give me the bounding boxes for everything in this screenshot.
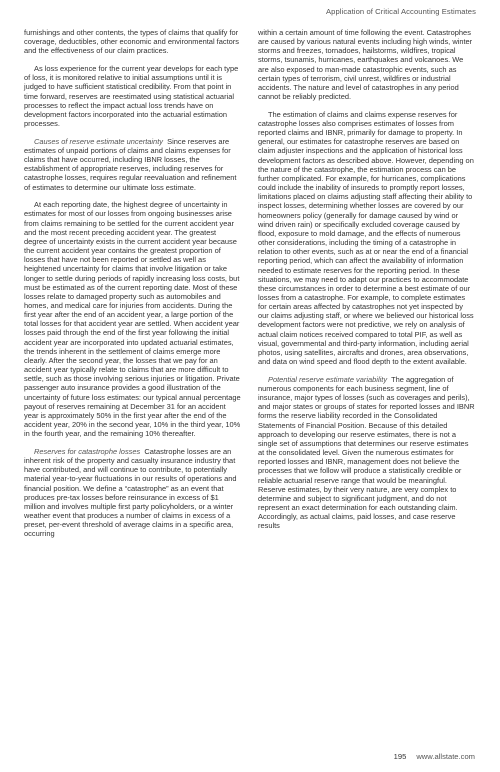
paragraph-body: Since reserves are estimates of unpaid portions of claims and claims expenses for claims that have occurred, including IBNR losses, the establishment of appropriate reserves, including reserves for catastrophe losses, requires regular reevaluation and refinement of estimates to determine our ultimate loss estimate. <box>24 136 237 192</box>
page-footer <box>394 752 475 761</box>
paragraph: The estimation of claims and claims expense reserves for catastrophe losses also comprises estimates of losses from reported claims and IBNR, primarily for damage to property. In general, our estimates for catastrophe reserves are based on claim adjuster inspections and the application of historical loss development factors as described above. However, depending on the nature of the catastrophe, the estimation process can be further complicated. For example, for hurricanes, complications could include the inability of insureds to promptly report losses, limitations placed on claims adjusting staff affecting their ability to inspect losses, determining whether losses are covered by our homeowners policy (generally for damage caused by wind or wind driven rain) or specifically excluded coverage caused by flood, exposure to mold damage, and the effects of numerous other considerations, including the timing of a catastrophe in relation to other events, such as at or near the end of a financial reporting period, which can affect the availability of information needed to estimate reserves for the reporting period. In these situations, we may need to adapt our practices to accommodate these circumstances in order to determine a best estimate of our losses from a catastrophe. For example, to complete estimates for certain areas affected by catastrophes not yet inspected by our claims adjusting staff, or where we believed our historical loss development factors were not predictive, we rely on analysis of actual claim notices received compared to total PIF, as well as visual, governmental and third-party information, including aerial photos, using satellites, aircrafts and drones, area observations, and data on wind speed and flood depth to the extent available. <box>258 109 474 367</box>
subsection-heading: Reserves for catastrophe losses <box>34 446 141 456</box>
paragraph <box>258 375 475 531</box>
paragraph: At each reporting date, the highest degree of uncertainty in estimates for most of our losses from ongoing businesses arise from claims remaining to be settled for the current accident year and the most recent preceding accident year. The greatest degree of uncertainty exists in the current accident year because the current accident year contains the greatest proportion of losses that have not been reported or settled as well as heightened uncertainty for claims that involve litigation or take longer to settle during periods of rapidly increasing loss costs, but must be estimated as of the current reporting date. Most of these losses relate to damaged property such as automobiles and homes, and medical care for injuries from accidents. During the first year after the end of an accident year, a large portion of the total losses for that accident year are settled. When accident year losses paid through the end of the first year following the initial accident year are incorporated into updated actuarial estimates, the trends inherent in the settlement of claims emerge more clearly. After the second year, the losses that we pay for an accident year typically relate to claims that are more difficult to settle, such as those involving serious injuries or litigation. Private passenger auto insurance provides a good illustration of the uncertainty of future loss estimates: our typical annual percentage payout of reserves remaining at December 31 for an accident year is approximately 50% in the first year after the end of the accident year, 20% in the second year, 10% in the third year, 10% in the fourth year, and the remaining 10% thereafter. <box>24 200 241 439</box>
paragraph: within a certain amount of time following the event. Catastrophes are caused by various natural events including high winds, winter storms and freezes, tornadoes, hailstorms, wildfires, tropical storms, tsunamis, hurricanes, earthquakes and volcanoes. We are also exposed to man-made catastrophic events, such as certain types of terrorism, civil unrest, wildfires or industrial accidents. The nature and level of catastrophes in any period cannot be reliably predicted. <box>258 28 473 102</box>
right-column <box>258 28 475 539</box>
paragraph <box>24 447 241 539</box>
page-number: 195 <box>393 752 407 761</box>
subsection-heading: Potential reserve estimate variability <box>268 374 388 384</box>
paragraph-body: Catastrophe losses are an inherent risk of the property and casualty insurance industry that have contributed, and will continue to contribute, to potentially material year-to-year fluctuations in our results of operations and financial position. We define a “catastrophe” as an event that produces pre-tax losses before reinsurance in excess of $1 million and involves multiple first party policyholders, or a winter weather event that produces a number of claims in excess of a preset, per-event threshold of average claims in a specific area, occurring <box>24 446 237 539</box>
paragraph: As loss experience for the current year develops for each type of loss, it is monitored relative to initial assumptions until it is judged to have sufficient statistical credibility. From that point in time forward, reserves are reestimated using statistical actuarial processes to reflect the impact actual loss trends have on development factors incorporated into the actuarial estimation processes. <box>24 64 239 128</box>
website-link[interactable]: www.allstate.com <box>416 752 475 761</box>
running-header: Application of Critical Accounting Estimates <box>325 7 476 16</box>
paragraph <box>24 137 241 192</box>
paragraph-body: The aggregation of numerous components for each business segment, line of insurance, major types of losses (such as coverages and perils), and major states or groups of states for reported losses and IBNR forms the reserve liability recorded in the Consolidated Statements of Financial Position. Because of this detailed approach to developing our reserve estimates, there is not a single set of assumptions that determines our reserve estimates at the consolidated level. Given the numerous estimates for reported losses and IBNR, management does not believe the processes that we follow will produce a statistically credible or reliable actuarial reserve range that would be meaningful. Reserve estimates, by their very nature, are very complex to determine and subject to significant judgment, and do not represent an exact determination for each outstanding claim. Accordingly, as actual claims, paid losses, and case reserve results <box>258 374 475 531</box>
paragraph: furnishings and other contents, the types of claims that qualify for coverage, deductibles, other economic and environmental factors and the effectiveness of our claim practices. <box>24 28 239 56</box>
left-column <box>24 28 241 547</box>
subsection-heading: Causes of reserve estimate uncertainty <box>34 136 163 146</box>
